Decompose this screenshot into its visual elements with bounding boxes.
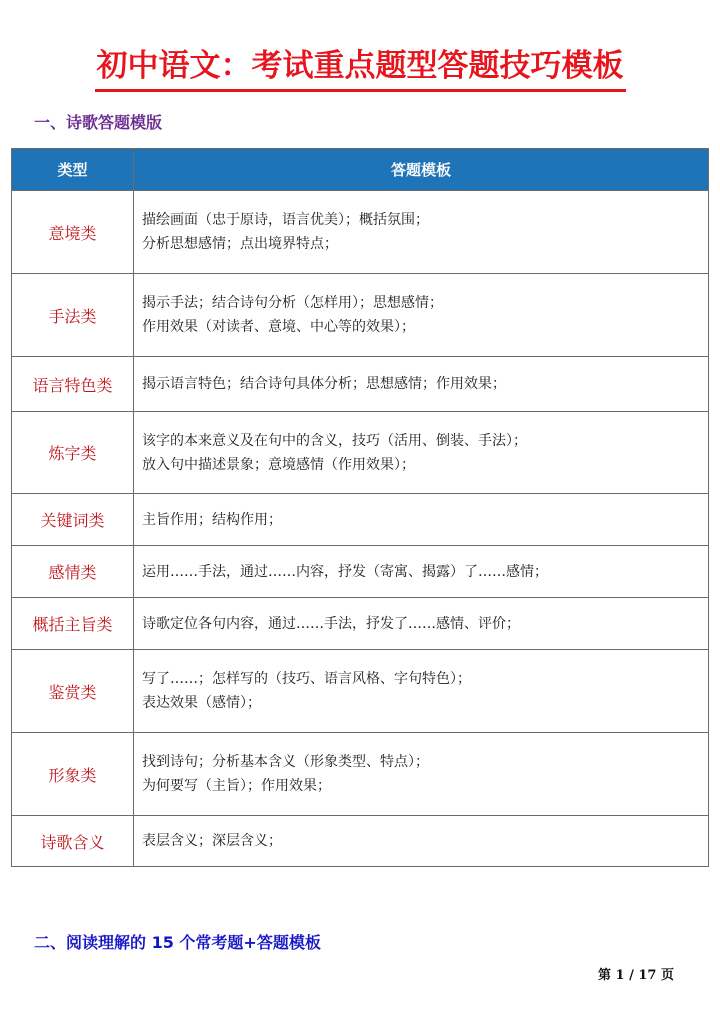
table-row	[12, 274, 709, 357]
row-type: 概括主旨类	[12, 598, 134, 650]
page-title	[0, 40, 720, 92]
row-answer	[134, 650, 709, 733]
row-type: 语言特色类	[12, 357, 134, 412]
answer-line: 该字的本来意义及在句中的含义，技巧（活用、倒装、手法）；	[142, 432, 527, 449]
row-type: 关键词类	[12, 494, 134, 546]
answer-line: 找到诗句；分析基本含义（形象类型、特点）；	[142, 754, 429, 770]
page-title-text: 初中语文：考试重点题型答题技巧模板	[95, 43, 626, 92]
row-answer	[134, 598, 709, 650]
row-answer	[134, 191, 709, 274]
row-answer	[134, 274, 709, 357]
row-type: 意境类	[12, 191, 134, 274]
table-row	[12, 191, 709, 274]
answer-line: 表层含义；深层含义；	[142, 833, 282, 849]
table-row	[12, 357, 709, 412]
answer-line: 放入句中描述景象；意境感情（作用效果）；	[142, 456, 415, 473]
table-row	[12, 412, 709, 494]
answer-line: 写了……；怎样写的（技巧、语言风格、字句特色）；	[142, 671, 471, 687]
row-answer	[134, 494, 709, 546]
row-type: 炼字类	[12, 412, 134, 494]
row-answer	[134, 412, 709, 494]
answer-line: 描绘画面（忠于原诗，语言优美）；概括氛围；	[142, 212, 429, 228]
row-type: 鉴赏类	[12, 650, 134, 733]
answer-line: 揭示语言特色；结合诗句具体分析；思想感情；作用效果；	[142, 376, 506, 392]
section-heading-reading: 二、阅读理解的 15 个常考题+答题模板	[34, 933, 321, 952]
section-heading-poetry: 一、诗歌答题模版	[34, 113, 163, 132]
table-row	[12, 733, 709, 816]
row-type: 手法类	[12, 274, 134, 357]
header-type: 类型	[12, 149, 134, 191]
answer-template-table	[11, 148, 709, 867]
row-answer	[134, 733, 709, 816]
table-row	[12, 816, 709, 867]
answer-line: 为何要写（主旨）；作用效果；	[142, 778, 331, 794]
row-answer	[134, 546, 709, 598]
answer-line: 诗歌定位各句内容，通过……手法，抒发了……感情、评价；	[142, 615, 520, 632]
table-row	[12, 650, 709, 733]
page-number: 第 1 / 17 页	[598, 968, 674, 983]
answer-line: 作用效果（对读者、意境、中心等的效果）；	[142, 319, 415, 335]
row-type: 感情类	[12, 546, 134, 598]
answer-line: 揭示手法；结合诗句分析（怎样用）；思想感情；	[142, 295, 443, 311]
answer-line: 主旨作用；结构作用；	[142, 511, 282, 528]
table-row	[12, 546, 709, 598]
row-type: 形象类	[12, 733, 134, 816]
table-row	[12, 494, 709, 546]
table-header-row	[12, 149, 709, 191]
row-type: 诗歌含义	[12, 816, 134, 867]
header-template: 答题模板	[134, 149, 709, 191]
row-answer	[134, 816, 709, 867]
row-answer	[134, 357, 709, 412]
answer-line: 表达效果（感情）；	[142, 695, 261, 711]
answer-line: 分析思想感情；点出境界特点；	[142, 236, 338, 252]
answer-line: 运用……手法，通过……内容，抒发（寄寓、揭露）了……感情；	[142, 563, 548, 580]
table-row	[12, 598, 709, 650]
